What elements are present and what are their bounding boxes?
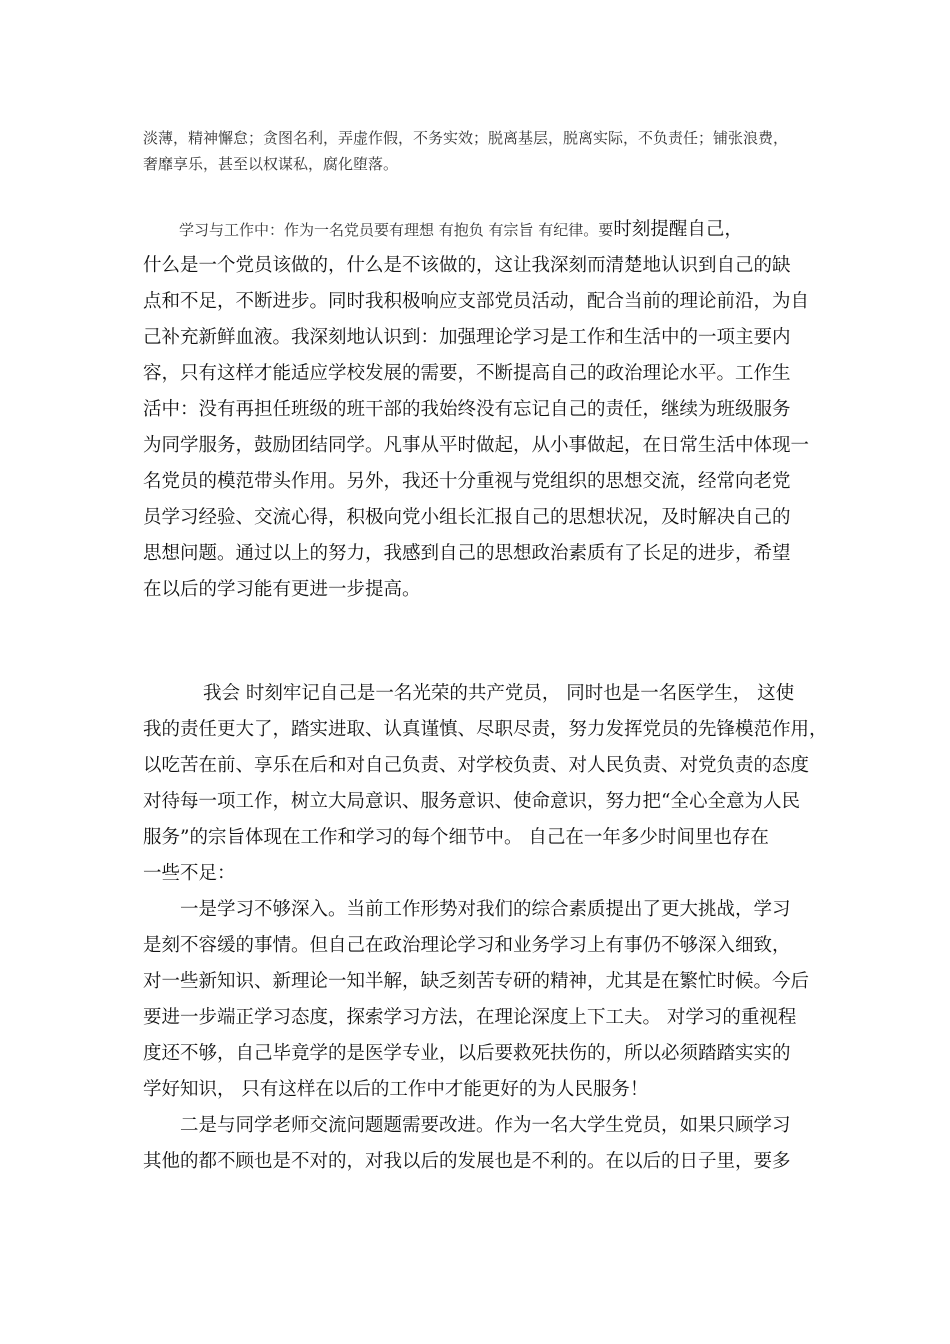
text-line: 是刻不容缓的事情。但自己在政治理论学习和业务学习上有事仍不够深入细致， <box>143 935 791 956</box>
text-line: 己补充新鲜血液。我深刻地认识到：加强理论学习是工作和生活中的一项主要内 <box>143 327 791 348</box>
text-line: 容，只有这样才能适应学校发展的需要，不断提高自己的政治理论水平。工作生 <box>143 363 791 384</box>
text-line: 服务”的宗旨体现在工作和学习的每个细节中。 自己在一年多少时间里也存在 <box>143 827 769 848</box>
first-line-tail: 时刻提醒自己， <box>613 219 743 240</box>
text-line: 思想问题。通过以上的努力，我感到自己的思想政治素质有了长足的进步，希望 <box>143 543 791 564</box>
paragraph-study-work <box>143 212 811 608</box>
top-paragraph <box>143 125 811 177</box>
text-line: 点和不足，不断进步。同时我积极响应支部党员活动，配合当前的理论前沿，为自 <box>143 291 810 312</box>
text-line: 度还不够，自己毕竟学的是医学专业，以后要救死扶伤的，所以必须踏踏实实的 <box>143 1043 791 1064</box>
paragraph-first-line <box>143 212 811 248</box>
text-line: 我的责任更大了，踏实进取、认真谨慎、尽职尽责，努力发挥党员的先锋模范作用， <box>143 719 828 740</box>
paragraph-commitment <box>143 676 828 892</box>
text-line: 活中：没有再担任班级的班干部的我始终没有忘记自己的责任，继续为班级服务 <box>143 399 791 420</box>
first-line-lead: 学习与工作中：作为一名党员要有理想 有抱负 有宗旨 有纪律。要 <box>179 221 614 239</box>
text-line: 一些不足： <box>143 863 236 884</box>
text-line: 在以后的学习能有更进一步提高。 <box>143 579 421 600</box>
text-line: 名党员的模范带头作用。另外，我还十分重视与党组织的思想交流，经常向老党 <box>143 471 791 492</box>
text-line: 学好知识， 只有这样在以后的工作中才能更好的为人民服务！ <box>143 1079 649 1100</box>
paragraph-point-two <box>143 1108 811 1180</box>
text-line: 对待每一项工作，树立大局意识、服务意识、使命意识，努力把“全心全意为人民 <box>143 791 800 812</box>
text-line: 员学习经验、交流心得，积极向党小组长汇报自己的思想状况，及时解决自己的 <box>143 507 791 528</box>
text-line: 淡薄，精神懈怠；贪图名利，弄虚作假，不务实效；脱离基层，脱离实际，不负责任；铺张浪费， <box>143 129 789 147</box>
text-line: 对一些新知识、新理论一知半解，缺乏刻苦专研的精神，尤其是在繁忙时候。今后 <box>143 971 810 992</box>
text-line: 一是学习不够深入。当前工作形势对我们的综合素质提出了更大挑战，学习 <box>180 899 791 920</box>
paragraph-point-one <box>143 892 811 1108</box>
text-line: 我会 时刻牢记自己是一名光荣的共产党员， 同时也是一名医学生， 这使 <box>203 683 795 704</box>
text-line: 要进一步端正学习态度，探索学习方法，在理论深度上下工夫。 对学习的重视程 <box>143 1007 797 1028</box>
text-line: 二是与同学老师交流问题题需要改进。作为一名大学生党员，如果只顾学习 <box>180 1115 791 1136</box>
text-line: 以吃苦在前、享乐在后和对自己负责、对学校负责、对人民负责、对党负责的态度 <box>143 755 810 776</box>
text-line: 为同学服务，鼓励团结同学。凡事从平时做起，从小事做起，在日常生活中体现一 <box>143 435 810 456</box>
text-line: 奢靡享乐，甚至以权谋私，腐化堕落。 <box>143 155 399 173</box>
text-line: 其他的都不顾也是不对的，对我以后的发展也是不利的。在以后的日子里，要多 <box>143 1151 791 1172</box>
text-line: 什么是一个党员该做的，什么是不该做的，这让我深刻而清楚地认识到自己的缺 <box>143 255 791 276</box>
